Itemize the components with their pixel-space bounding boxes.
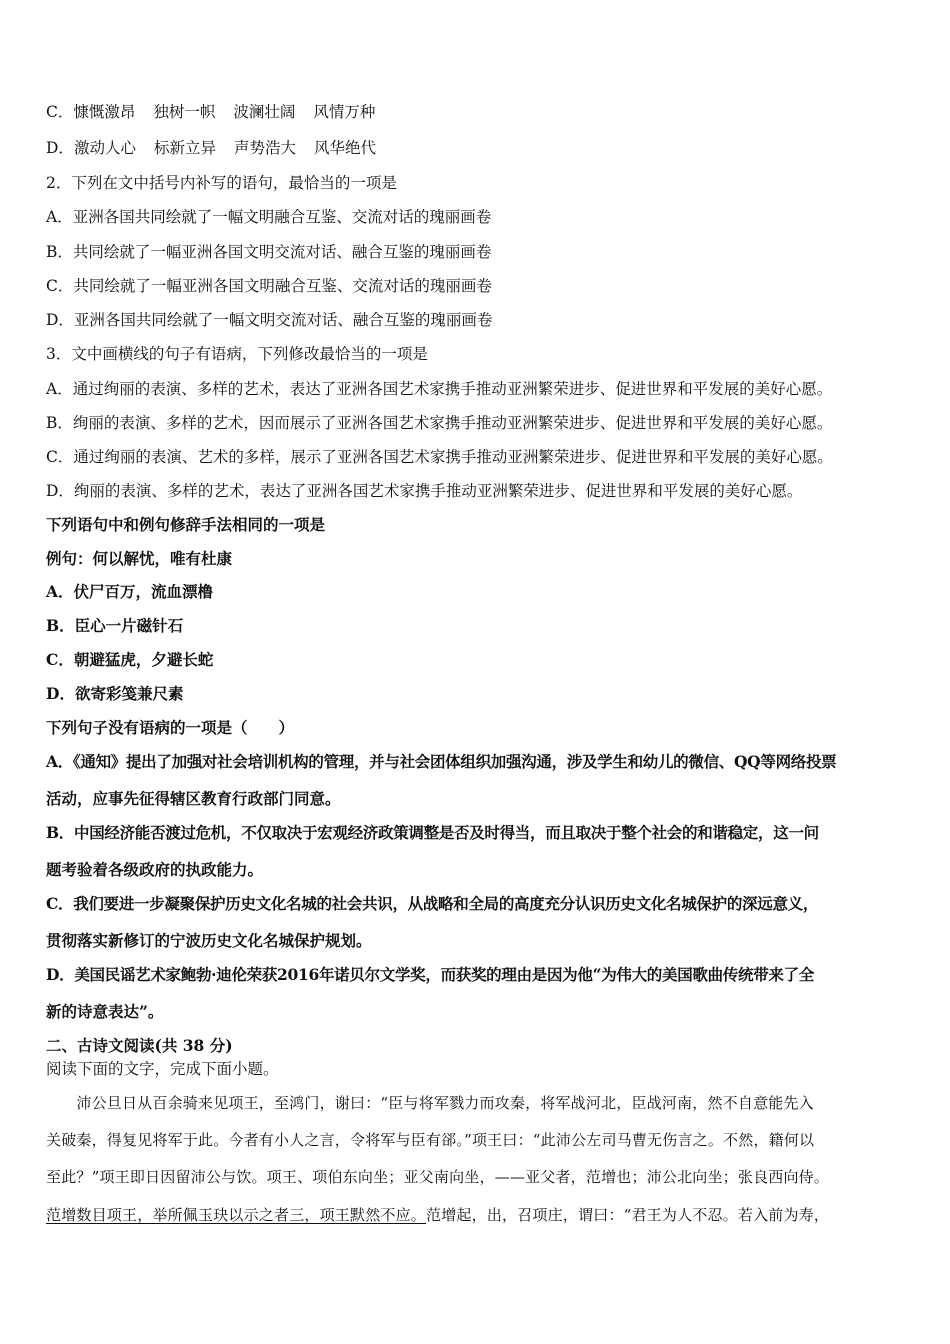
section-heading: 二、古诗文阅读(共 38 分) <box>46 1036 233 1055</box>
option-word: 风华绝代 <box>313 139 376 157</box>
grammar-option-b-line2: 题考验着各级政府的执政能力。 <box>46 860 264 879</box>
rhetoric-stem: 下列语句中和例句修辞手法相同的一项是 <box>46 515 326 534</box>
q2-stem: 2．下列在文中括号内补写的语句，最恰当的一项是 <box>46 174 397 192</box>
underlined-sentence: 范增数目项王，举所佩玉玦以示之者三，项王默然不应。 <box>46 1206 427 1224</box>
q3-option-d: D．绚丽的表演、多样的艺术，表达了亚洲各国艺术家携手推动亚洲繁荣进步、促进世界和平发展的美好心愿。 <box>46 482 803 500</box>
grammar-option-a-line1: A．《通知》提出了加强对社会培训机构的管理，并与社会团体组织加强沟通，涉及学生和幼儿的微信、QQ等网络投票 <box>46 752 837 771</box>
section-instruction: 阅读下面的文字，完成下面小题。 <box>46 1060 279 1078</box>
q2-option-b: B．共同绘就了一幅亚洲各国文明交流对话、融合互鉴的瑰丽画卷 <box>46 243 492 261</box>
q2-option-c: C．共同绘就了一幅亚洲各国文明融合互鉴、交流对话的瑰丽画卷 <box>46 277 492 295</box>
q3-stem: 3．文中画横线的句子有语病，下列修改最恰当的一项是 <box>46 345 428 363</box>
grammar-option-b-line1: B．中国经济能否渡过危机，不仅取决于宏观经济政策调整是否及时得当，而且取决于整个社会的和谐稳定，这一问 <box>46 823 819 842</box>
q3-option-a: A．通过绚丽的表演、多样的艺术，表达了亚洲各国艺术家携手推动亚洲繁荣进步、促进世界和平发展的美好心愿。 <box>46 380 833 398</box>
rhetoric-option-b: B．臣心一片磁针石 <box>46 616 184 635</box>
rhetoric-option-d: D．欲寄彩笺兼尺素 <box>46 684 184 703</box>
option-word: 标新立异 <box>153 139 216 157</box>
q1-option-d <box>46 138 910 158</box>
grammar-option-d-line2: 新的诗意表达”。 <box>46 1002 164 1021</box>
option-word: 声势浩大 <box>233 139 296 157</box>
passage-line-3: 至此？”项王即日因留沛公与饮。项王、项伯东向坐；亚父南向坐，——亚父者，范增也；沛公北向坐；张良西向侍。 <box>46 1168 830 1186</box>
grammar-option-c-line1: C．我们要进一步凝聚保护历史文化名城的社会共识，从战略和全局的高度充分认识历史文化名城保护的深远意义， <box>46 894 819 913</box>
option-word: 波澜壮阔 <box>233 103 296 121</box>
option-label: D． <box>46 139 74 157</box>
passage-line-4 <box>46 1205 910 1225</box>
grammar-stem: 下列句子没有语病的一项是（ ） <box>46 718 295 737</box>
grammar-option-d-line1: D．美国民谣艺术家鲍勃·迪伦荣获2016年诺贝尔文学奖，而获奖的理由是因为他“为伟大的美国歌曲传统带来了全 <box>46 965 814 984</box>
passage-line-2: 关破秦，得复见将军于此。今者有小人之言，令将军与臣有郤。”项王曰：“此沛公左司马曹无伤言之。不然，籍何以 <box>46 1131 815 1149</box>
option-word: 慷慨激昂 <box>73 103 136 121</box>
passage-line-4-rest: 范增起，出，召项庄，谓曰：“君王为人不忍。若入前为寿， <box>426 1206 830 1224</box>
option-word: 风情万种 <box>313 103 376 121</box>
q2-option-a: A．亚洲各国共同绘就了一幅文明融合互鉴、交流对话的瑰丽画卷 <box>46 208 492 226</box>
q3-option-c: C．通过绚丽的表演、艺术的多样，展示了亚洲各国艺术家携手推动亚洲繁荣进步、促进世界和平发展的美好心愿。 <box>46 448 833 466</box>
q3-option-b: B．绚丽的表演、多样的艺术，因而展示了亚洲各国艺术家携手推动亚洲繁荣进步、促进世界和平发展的美好心愿。 <box>46 414 833 432</box>
option-word: 激动人心 <box>73 139 136 157</box>
grammar-option-a-line2: 活动，应事先征得辖区教育行政部门同意。 <box>46 789 341 808</box>
passage-line-1: 沛公旦日从百余骑来见项王，至鸿门，谢曰：“臣与将军戮力而攻秦，将军战河北，臣战河南，然不自意能先入 <box>46 1094 814 1112</box>
option-word: 独树一帜 <box>153 103 216 121</box>
rhetoric-option-c: C．朝避猛虎，夕避长蛇 <box>46 650 214 669</box>
q2-option-d: D．亚洲各国共同绘就了一幅文明交流对话、融合互鉴的瑰丽画卷 <box>46 311 493 329</box>
option-label: C． <box>46 103 74 121</box>
rhetoric-example: 例句：何以解忧，唯有杜康 <box>46 549 233 568</box>
q1-option-c <box>46 102 910 122</box>
grammar-option-c-line2: 贯彻落实新修订的宁波历史文化名城保护规划。 <box>46 931 372 950</box>
rhetoric-option-a: A．伏尸百万，流血漂橹 <box>46 582 214 601</box>
